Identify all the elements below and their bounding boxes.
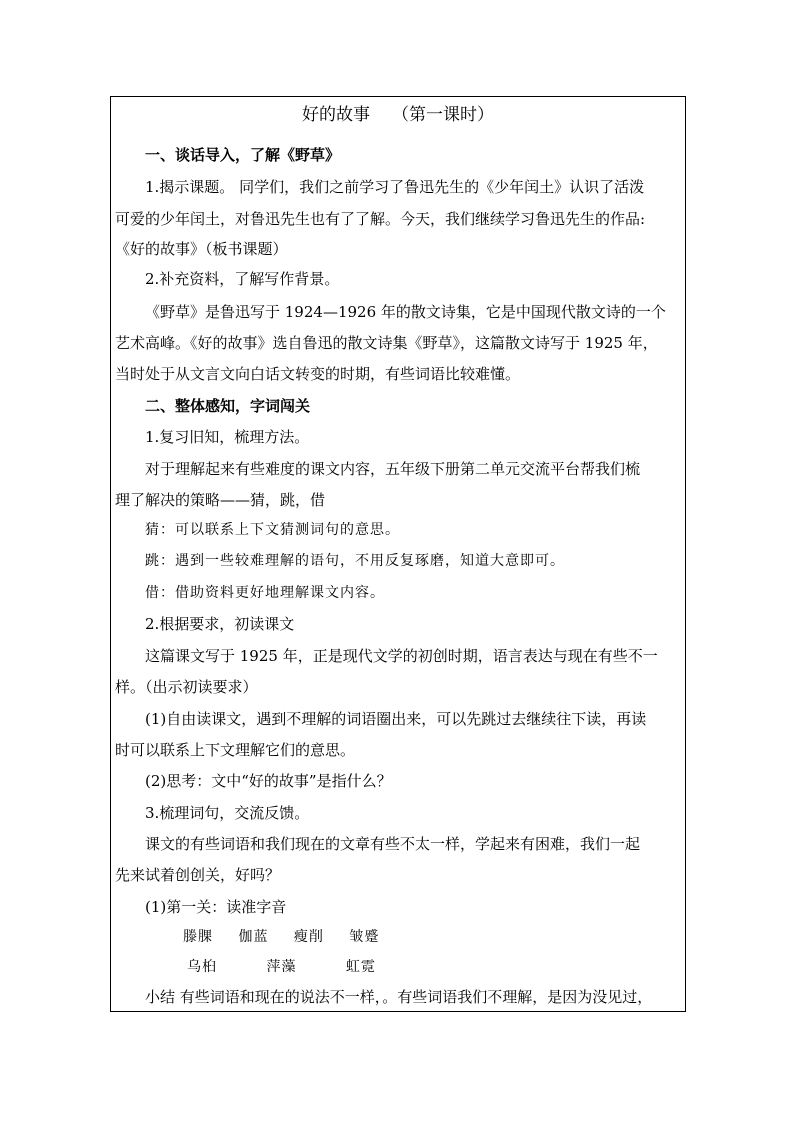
s2-p4-line1: 这篇课文写于 1925 年，正是现代文学的初创时期，语言表达与现在有些不一 [145, 647, 658, 665]
word: 瘦削 [293, 929, 324, 945]
page-title [111, 103, 685, 127]
s2-p2-line2: 理了解决的策略——猜，跳，借 [115, 491, 326, 509]
s2-p2-line1: 对于理解起来有些难度的课文内容，五年级下册第二单元交流平台帮我们梳 [145, 460, 641, 478]
s1-p3-line3: 当时处于从文言文向白话文转变的时期，有些词语比较难懂。 [115, 365, 521, 383]
title-subtitle: （第一课时） [392, 105, 494, 125]
s1-p2: 2.补充资料，了解写作背景。 [145, 270, 340, 288]
s2-p9: (1)第一关：读准字音 [145, 898, 287, 916]
word: 皱蹙 [349, 929, 380, 945]
word: 萍藻 [266, 959, 297, 975]
method-borrow: 借：借助资料更好地理解课文内容。 [145, 585, 385, 601]
s2-p6: (2)思考：文中“好的故事”是指什么？ [145, 772, 392, 790]
s2-p5-line2: 时可以联系上下文理解它们的意思。 [115, 741, 356, 759]
word: 伽蓝 [238, 929, 269, 945]
s2-p1: 1.复习旧知，梳理方法。 [145, 428, 310, 446]
word: 虹霓 [345, 959, 376, 975]
s2-p3: 2.根据要求，初读课文 [145, 615, 295, 633]
method-guess: 猜：可以联系上下文猜测词句的意思。 [145, 522, 400, 538]
s2-p7: 3.梳理词句，交流反馈。 [145, 804, 310, 822]
word-row-1 [115, 927, 681, 947]
s2-p8-line1: 课文的有些词语和我们现在的文章有些不太一样，学起来有困难，我们一起 [145, 835, 641, 853]
word: 乌桕 [187, 959, 217, 975]
s1-p3-line2: 艺术高峰。《好的故事》选自鲁迅的散文诗集《野草》，这篇散文诗写于 1925 年， [115, 334, 658, 352]
s1-p3-line1: 《野草》是鲁迅写于 1924—1926 年的散文诗集，它是中国现代散文诗的一个 [145, 303, 666, 321]
s1-p1-line2: 可爱的少年闰土，对鲁迅先生也有了了解。今天，我们继续学习鲁迅先生的作品: [115, 210, 646, 228]
s2-p5-line1: (1)自由读课文，遇到不理解的词语圈出来，可以先跳过去继续往下读，再读 [145, 710, 647, 728]
s2-p4-line2: 样。（出示初读要求） [115, 678, 258, 696]
section1-heading: 一、谈话导入，了解《野草》 [145, 146, 341, 164]
lesson-plan-table [110, 96, 686, 1012]
word: 滕腂 [183, 929, 213, 945]
s2-p8-line2: 先来试着创创关，好吗？ [115, 866, 281, 884]
s1-p1-line1: 1.揭示课题。 同学们，我们之前学习了鲁迅先生的《少年闰土》认识了活泼 [145, 178, 645, 196]
s1-p1-line3: 《好的故事》（板书课题） [115, 240, 288, 258]
summary-line: 小结 有些词语和现在的说法不一样，。有些词语我们不理解，是因为没见过， [145, 988, 653, 1006]
title-main: 好的故事 [302, 105, 370, 125]
word-row-2 [115, 957, 681, 977]
section2-heading: 二、整体感知，字词闯关 [145, 397, 311, 415]
method-skip: 跳：遇到一些较难理解的语句，不用反复琢磨，知道大意即可。 [145, 553, 565, 569]
